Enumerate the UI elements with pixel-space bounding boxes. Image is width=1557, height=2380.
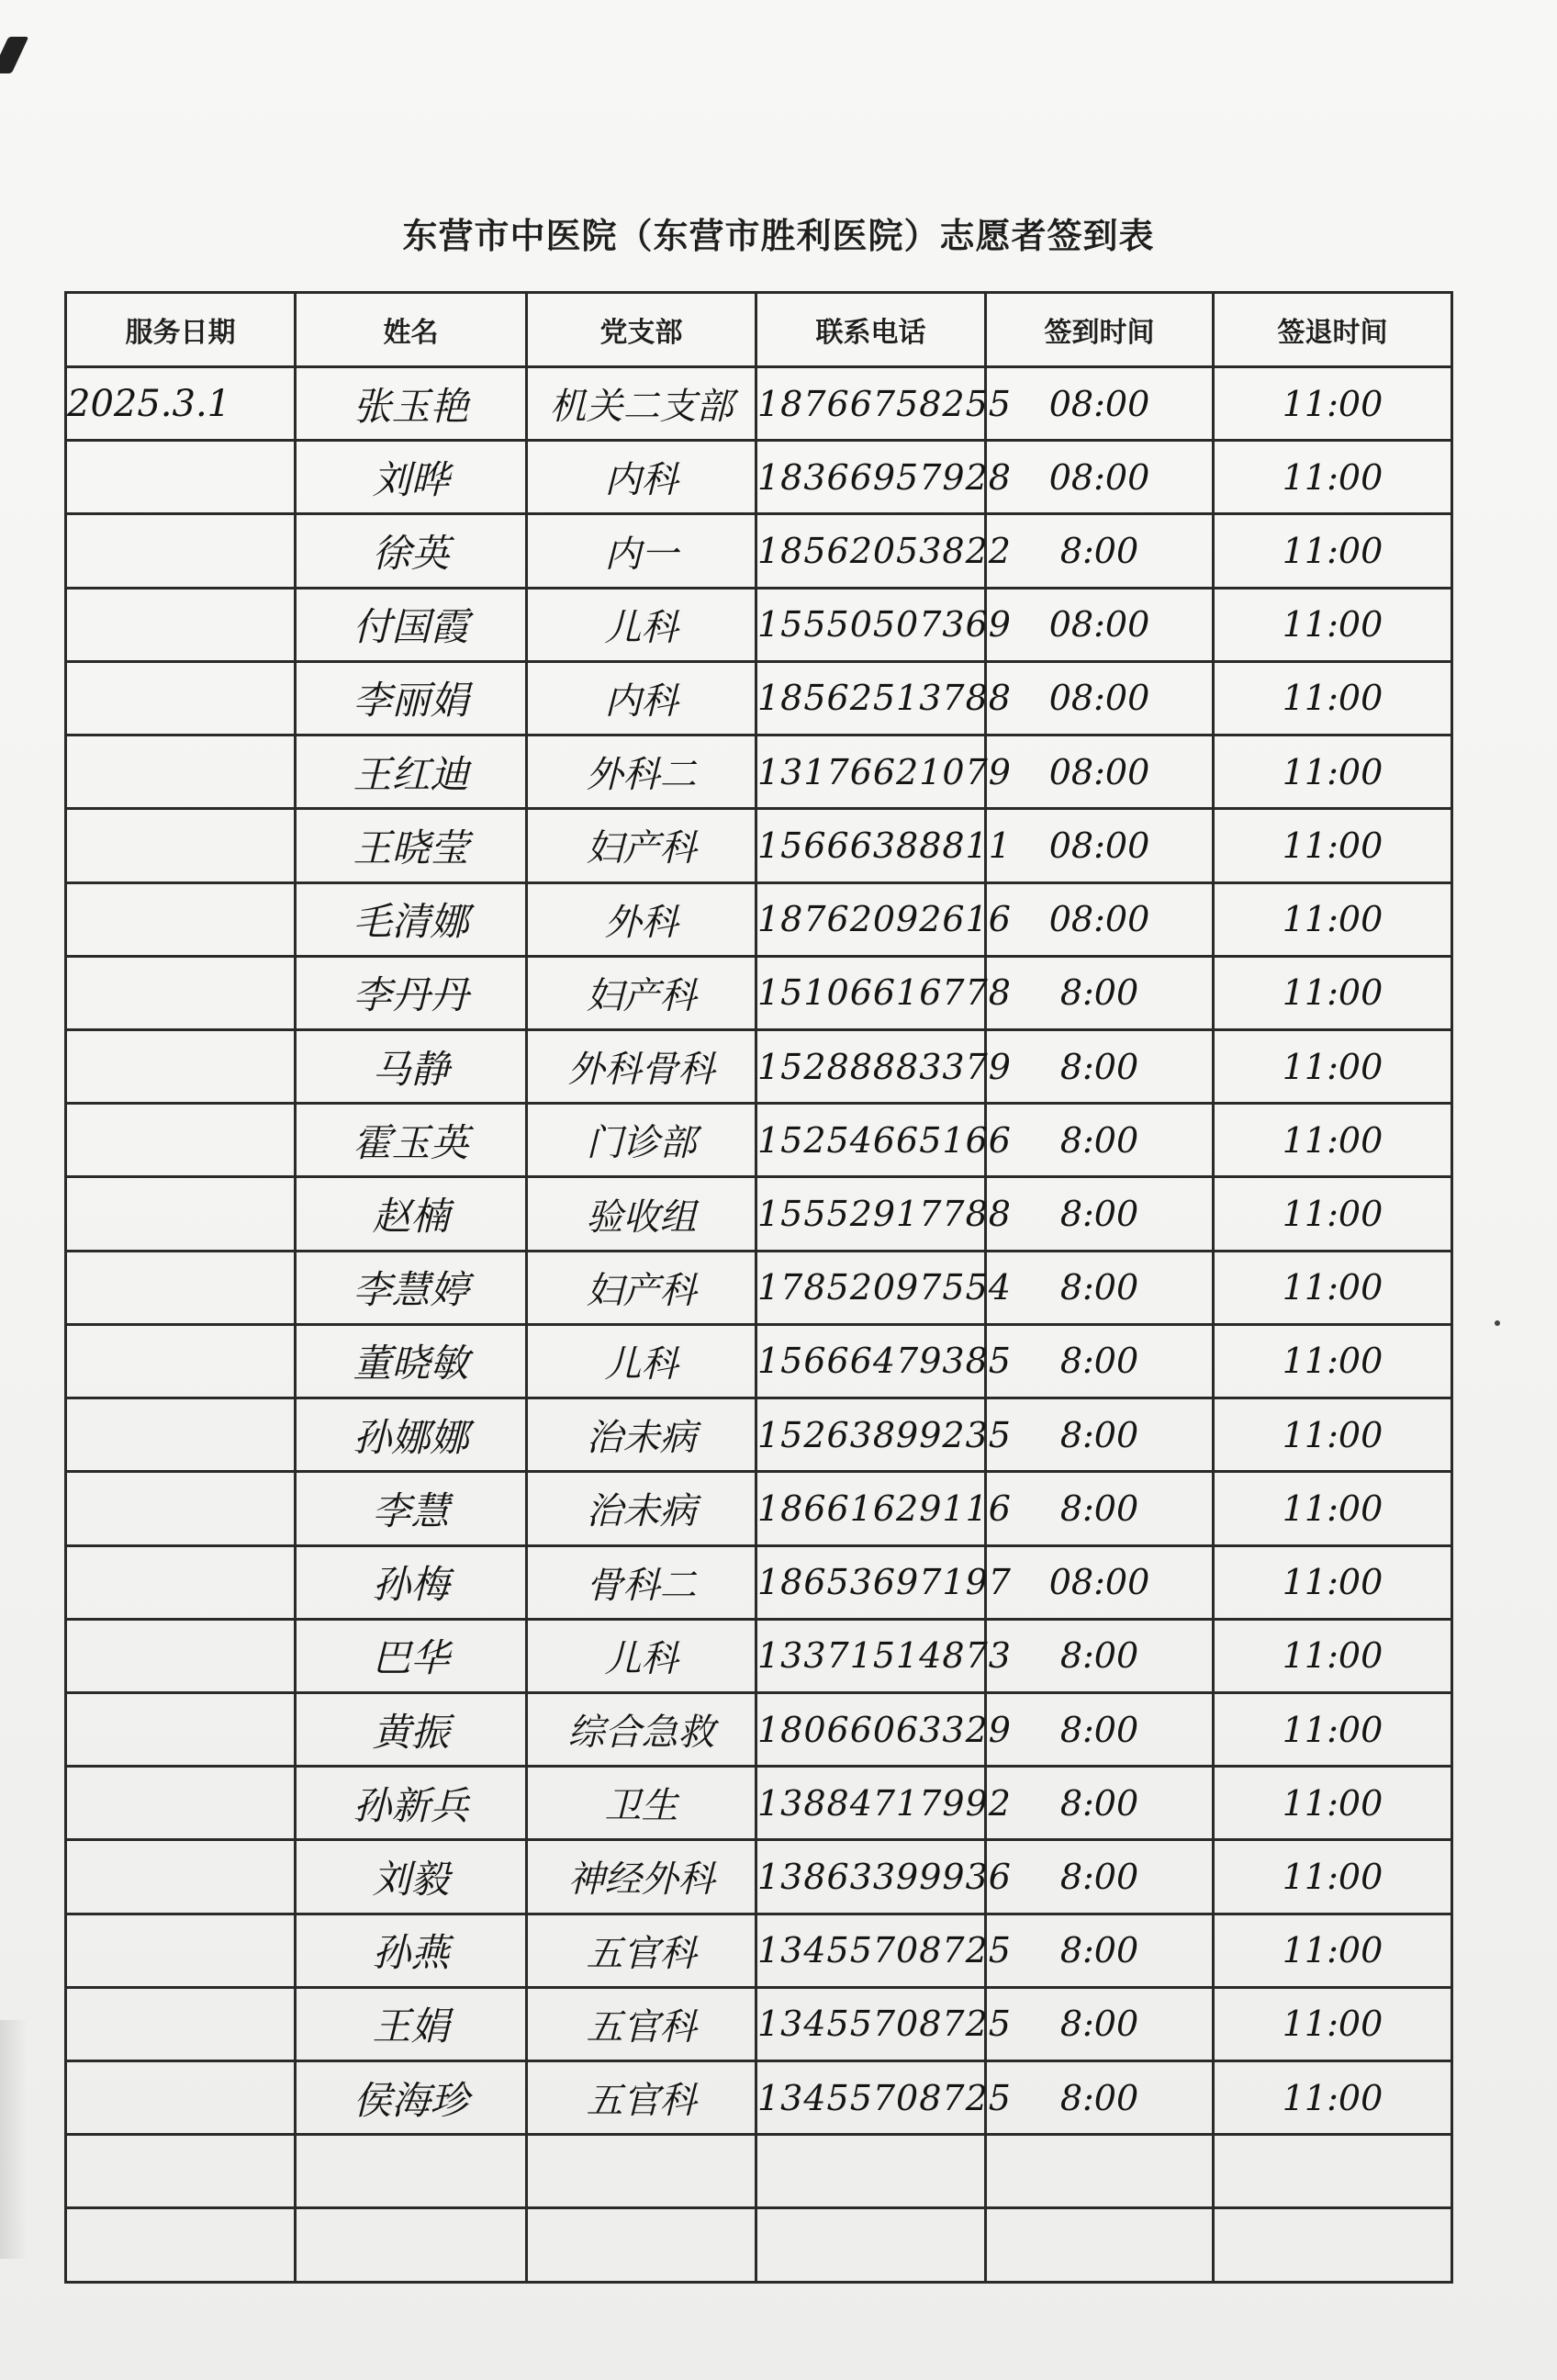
cell-phone [756, 2208, 986, 2283]
cell-date: 2025.3.1 [66, 367, 296, 441]
cell-branch: 门诊部 [527, 1104, 756, 1177]
cell-sign-in: 8:00 [986, 1692, 1214, 1766]
cell-sign-out: 11:00 [1214, 1619, 1452, 1692]
cell-date [66, 1767, 296, 1840]
table-row [66, 1398, 1452, 1472]
cell-sign-in: 8:00 [986, 1324, 1214, 1398]
cell-date [66, 514, 296, 588]
cell-sign-out: 11:00 [1214, 956, 1452, 1029]
cell-date [66, 2061, 296, 2135]
sign-in-table [64, 291, 1453, 2284]
cell-phone: 15552917788 [756, 1177, 986, 1251]
cell-sign-in: 08:00 [986, 735, 1214, 809]
cell-branch: 妇产科 [527, 809, 756, 882]
cell-phone: 13455708725 [756, 1914, 986, 1987]
cell-phone: 13455708725 [756, 2061, 986, 2135]
cell-date [66, 661, 296, 735]
cell-sign-out: 11:00 [1214, 1324, 1452, 1398]
header-sign-out: 签退时间 [1214, 293, 1452, 367]
cell-date [66, 1545, 296, 1619]
cell-phone: 17852097554 [756, 1251, 986, 1324]
cell-phone: 15106616778 [756, 956, 986, 1029]
header-row [66, 293, 1452, 367]
cell-phone: 18661629116 [756, 1472, 986, 1545]
ink-dot [1495, 1320, 1500, 1326]
pen-mark [0, 37, 28, 73]
cell-branch: 外科 [527, 882, 756, 956]
cell-date [66, 1840, 296, 1914]
cell-sign-in: 8:00 [986, 2061, 1214, 2135]
cell-sign-out: 11:00 [1214, 1472, 1452, 1545]
cell-sign-in: 8:00 [986, 1767, 1214, 1840]
cell-sign-out: 11:00 [1214, 1177, 1452, 1251]
cell-sign-out: 11:00 [1214, 441, 1452, 514]
cell-branch: 卫生 [527, 1767, 756, 1840]
cell-sign-in: 8:00 [986, 956, 1214, 1029]
cell-name: 赵楠 [296, 1177, 527, 1251]
cell-name: 孙新兵 [296, 1767, 527, 1840]
table-row [66, 1104, 1452, 1177]
cell-sign-out [1214, 2208, 1452, 2283]
cell-branch [527, 2135, 756, 2208]
cell-name: 李慧婷 [296, 1251, 527, 1324]
table-row [66, 661, 1452, 735]
cell-date [66, 1987, 296, 2060]
cell-sign-in: 8:00 [986, 1840, 1214, 1914]
cell-sign-out [1214, 2135, 1452, 2208]
header-date: 服务日期 [66, 293, 296, 367]
cell-name: 王红迪 [296, 735, 527, 809]
cell-date [66, 588, 296, 661]
cell-branch: 验收组 [527, 1177, 756, 1251]
cell-sign-out: 11:00 [1214, 1104, 1452, 1177]
cell-sign-in: 8:00 [986, 1177, 1214, 1251]
cell-name: 刘晔 [296, 441, 527, 514]
cell-sign-in [986, 2208, 1214, 2283]
cell-sign-out: 11:00 [1214, 1840, 1452, 1914]
table-row [66, 882, 1452, 956]
table-row [66, 735, 1452, 809]
cell-name: 马静 [296, 1029, 527, 1103]
cell-branch: 儿科 [527, 1619, 756, 1692]
cell-date [66, 735, 296, 809]
cell-sign-out: 11:00 [1214, 661, 1452, 735]
table-row [66, 441, 1452, 514]
cell-date [66, 809, 296, 882]
table-row [66, 2208, 1452, 2283]
cell-phone: 18653697197 [756, 1545, 986, 1619]
table-row [66, 1472, 1452, 1545]
cell-branch: 内科 [527, 661, 756, 735]
cell-sign-out: 11:00 [1214, 1767, 1452, 1840]
cell-sign-in: 8:00 [986, 1398, 1214, 1472]
table-row [66, 2135, 1452, 2208]
cell-sign-out: 11:00 [1214, 2061, 1452, 2135]
cell-date [66, 1692, 296, 1766]
cell-sign-in: 08:00 [986, 588, 1214, 661]
table-row [66, 514, 1452, 588]
table-row [66, 1692, 1452, 1766]
cell-date [66, 2135, 296, 2208]
cell-sign-out: 11:00 [1214, 882, 1452, 956]
cell-name: 孙梅 [296, 1545, 527, 1619]
cell-phone: 13884717992 [756, 1767, 986, 1840]
cell-sign-out: 11:00 [1214, 1398, 1452, 1472]
cell-sign-out: 11:00 [1214, 1987, 1452, 2060]
cell-name: 徐英 [296, 514, 527, 588]
cell-name: 毛清娜 [296, 882, 527, 956]
cell-sign-in: 08:00 [986, 809, 1214, 882]
cell-sign-out: 11:00 [1214, 588, 1452, 661]
cell-branch: 儿科 [527, 588, 756, 661]
cell-sign-out: 11:00 [1214, 514, 1452, 588]
table-row [66, 1324, 1452, 1398]
cell-branch: 五官科 [527, 1914, 756, 1987]
cell-phone: 13176621079 [756, 735, 986, 809]
cell-name: 李丽娟 [296, 661, 527, 735]
cell-sign-out: 11:00 [1214, 1914, 1452, 1987]
cell-sign-in: 8:00 [986, 1104, 1214, 1177]
cell-date [66, 2208, 296, 2283]
cell-phone: 15550507369 [756, 588, 986, 661]
cell-sign-in: 8:00 [986, 1029, 1214, 1103]
table-row [66, 1914, 1452, 1987]
table-row [66, 809, 1452, 882]
cell-date [66, 1029, 296, 1103]
cell-name: 霍玉英 [296, 1104, 527, 1177]
cell-branch: 机关二支部 [527, 367, 756, 441]
cell-name: 付国霞 [296, 588, 527, 661]
header-phone: 联系电话 [756, 293, 986, 367]
cell-branch: 治未病 [527, 1472, 756, 1545]
cell-sign-in: 8:00 [986, 514, 1214, 588]
table-row [66, 588, 1452, 661]
scan-smudge [0, 2020, 28, 2259]
cell-sign-in: 08:00 [986, 441, 1214, 514]
cell-phone: 18562513788 [756, 661, 986, 735]
cell-date [66, 956, 296, 1029]
table-row [66, 1840, 1452, 1914]
cell-phone: 13371514873 [756, 1619, 986, 1692]
cell-name: 李慧 [296, 1472, 527, 1545]
table-row [66, 1545, 1452, 1619]
cell-name: 王晓莹 [296, 809, 527, 882]
cell-date [66, 1177, 296, 1251]
cell-branch: 五官科 [527, 1987, 756, 2060]
document-title: 东营市中医院（东营市胜利医院）志愿者签到表 [402, 215, 1155, 256]
cell-name: 侯海珍 [296, 2061, 527, 2135]
cell-name: 巴华 [296, 1619, 527, 1692]
cell-name [296, 2135, 527, 2208]
table-row [66, 2061, 1452, 2135]
cell-branch: 五官科 [527, 2061, 756, 2135]
cell-name: 董晓敏 [296, 1324, 527, 1398]
cell-sign-out: 11:00 [1214, 1251, 1452, 1324]
cell-phone: 13455708725 [756, 1987, 986, 2060]
cell-name: 孙娜娜 [296, 1398, 527, 1472]
cell-phone: 18762092616 [756, 882, 986, 956]
cell-branch: 神经外科 [527, 1840, 756, 1914]
table-row [66, 1987, 1452, 2060]
cell-date [66, 1914, 296, 1987]
cell-sign-in: 08:00 [986, 367, 1214, 441]
cell-phone [756, 2135, 986, 2208]
header-sign-in: 签到时间 [986, 293, 1214, 367]
cell-phone: 18066063329 [756, 1692, 986, 1766]
cell-sign-out: 11:00 [1214, 735, 1452, 809]
cell-sign-out: 11:00 [1214, 1545, 1452, 1619]
cell-sign-out: 11:00 [1214, 1692, 1452, 1766]
cell-name: 黄振 [296, 1692, 527, 1766]
cell-date [66, 882, 296, 956]
cell-sign-in: 8:00 [986, 1914, 1214, 1987]
cell-branch: 内科 [527, 441, 756, 514]
cell-phone: 13863399936 [756, 1840, 986, 1914]
cell-name: 张玉艳 [296, 367, 527, 441]
cell-sign-in: 8:00 [986, 1987, 1214, 2060]
table-row [66, 1767, 1452, 1840]
cell-sign-out: 11:00 [1214, 1029, 1452, 1103]
cell-branch: 内一 [527, 514, 756, 588]
cell-phone: 15288883379 [756, 1029, 986, 1103]
cell-branch: 妇产科 [527, 1251, 756, 1324]
header-branch: 党支部 [527, 293, 756, 367]
cell-sign-in: 08:00 [986, 882, 1214, 956]
cell-date [66, 1251, 296, 1324]
cell-date [66, 441, 296, 514]
cell-sign-out: 11:00 [1214, 367, 1452, 441]
cell-sign-in: 08:00 [986, 661, 1214, 735]
cell-phone: 18562053822 [756, 514, 986, 588]
table-row [66, 1177, 1452, 1251]
cell-phone: 15254665166 [756, 1104, 986, 1177]
cell-branch: 外科骨科 [527, 1029, 756, 1103]
cell-phone: 18766758255 [756, 367, 986, 441]
table-row [66, 956, 1452, 1029]
cell-sign-in: 8:00 [986, 1619, 1214, 1692]
header-name: 姓名 [296, 293, 527, 367]
cell-phone: 15263899235 [756, 1398, 986, 1472]
cell-date [66, 1472, 296, 1545]
cell-sign-in: 08:00 [986, 1545, 1214, 1619]
cell-branch: 治未病 [527, 1398, 756, 1472]
cell-branch: 妇产科 [527, 956, 756, 1029]
cell-name [296, 2208, 527, 2283]
cell-branch: 骨科二 [527, 1545, 756, 1619]
cell-name: 王娟 [296, 1987, 527, 2060]
cell-sign-in: 8:00 [986, 1472, 1214, 1545]
cell-date [66, 1104, 296, 1177]
cell-sign-in [986, 2135, 1214, 2208]
cell-date [66, 1398, 296, 1472]
cell-phone: 15666388811 [756, 809, 986, 882]
cell-phone: 15666479385 [756, 1324, 986, 1398]
table-row [66, 367, 1452, 441]
cell-branch: 儿科 [527, 1324, 756, 1398]
table-row [66, 1251, 1452, 1324]
cell-date [66, 1619, 296, 1692]
cell-name: 刘毅 [296, 1840, 527, 1914]
cell-branch [527, 2208, 756, 2283]
cell-name: 李丹丹 [296, 956, 527, 1029]
table-row [66, 1619, 1452, 1692]
cell-branch: 综合急救 [527, 1692, 756, 1766]
cell-phone: 18366957928 [756, 441, 986, 514]
cell-sign-in: 8:00 [986, 1251, 1214, 1324]
cell-sign-out: 11:00 [1214, 809, 1452, 882]
cell-name: 孙燕 [296, 1914, 527, 1987]
table-row [66, 1029, 1452, 1103]
cell-date [66, 1324, 296, 1398]
cell-branch: 外科二 [527, 735, 756, 809]
